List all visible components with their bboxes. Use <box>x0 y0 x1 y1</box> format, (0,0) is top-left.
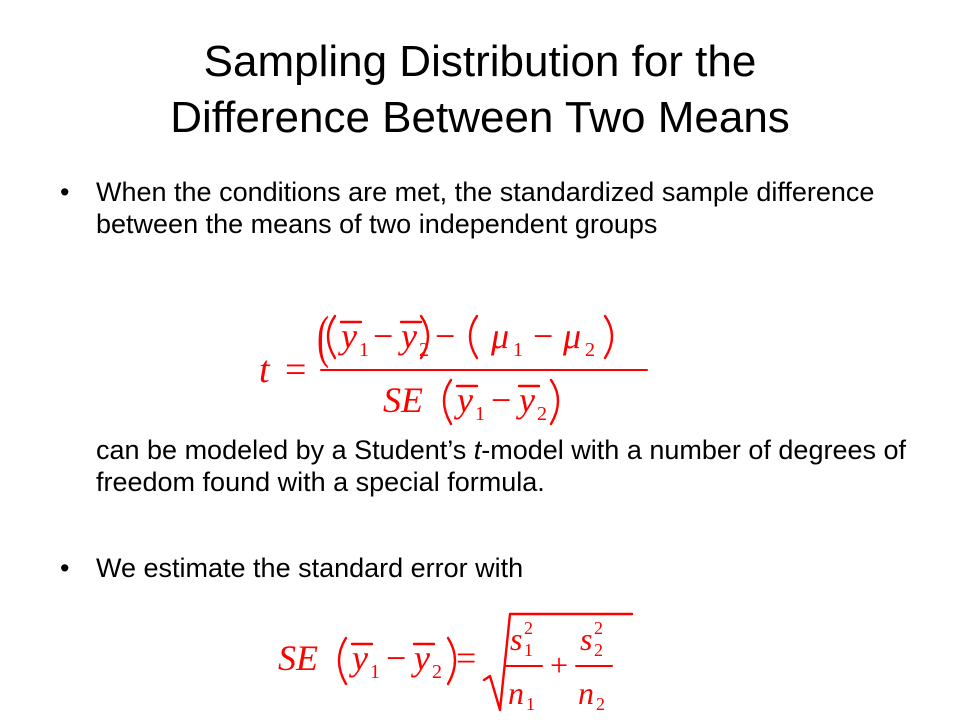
num-mu1: μ <box>491 316 510 356</box>
num-minus-2: − <box>435 316 456 356</box>
term2-n2-sub: 2 <box>596 694 605 714</box>
num-y1: y <box>341 316 357 356</box>
bullet-conditions-text: When the conditions are met, the standardized sample difference between the means of two independent groups <box>96 177 875 239</box>
term2-s2: s <box>580 621 593 657</box>
bullet-standard-error-text: We estimate the standard error with <box>96 553 524 583</box>
den-SE: SE <box>383 380 423 420</box>
plus-sign: + <box>550 647 569 683</box>
den-y1-sub: 1 <box>475 403 485 425</box>
num-paren-2-close <box>605 316 612 358</box>
den-paren-open <box>444 380 451 424</box>
continuation-italic-t: t <box>473 435 482 465</box>
num-y2: y <box>401 316 417 356</box>
num-paren-1-open <box>328 316 335 358</box>
se-equals: = <box>456 638 477 678</box>
den-y1: y <box>457 380 473 420</box>
se-minus: − <box>386 638 407 678</box>
den-y2-sub: 2 <box>537 403 547 425</box>
term2-n2: n <box>578 675 594 711</box>
title-line-1: Sampling Distribution for the <box>203 37 757 86</box>
standard-error-svg <box>278 610 638 715</box>
bullet-marker: • <box>60 177 70 207</box>
continuation-part-1: can be modeled by a Student’s <box>96 435 474 465</box>
term1-n1-sub: 1 <box>526 694 535 714</box>
term1-s1: s <box>510 621 523 657</box>
den-paren-close <box>551 380 558 424</box>
continuation-part-2: -model with a number of degrees of freedom found with a special formula. <box>96 435 907 497</box>
num-paren-open-1: ( <box>317 308 329 370</box>
se-paren-open <box>339 638 346 684</box>
num-paren-2-open <box>470 316 477 358</box>
slide-title <box>0 34 960 146</box>
se-y2-sub: 2 <box>432 661 442 683</box>
den-y2: y <box>519 380 535 420</box>
den-minus: − <box>491 380 512 420</box>
t-statistic-svg <box>255 308 675 428</box>
num-minus-1: − <box>373 316 394 356</box>
num-mu2: μ <box>563 316 582 356</box>
term2-s2-sub: 2 <box>594 640 603 660</box>
se-y1: y <box>352 638 368 678</box>
num-mu2-sub: 2 <box>585 339 595 361</box>
num-mu1-sub: 1 <box>513 339 523 361</box>
se-y2: y <box>414 638 430 678</box>
se-paren-close <box>448 638 455 684</box>
t-statistic-formula <box>255 308 675 433</box>
standard-error-formula <box>278 610 638 720</box>
num-y1-sub: 1 <box>359 339 369 361</box>
num-y2-sub: 2 <box>419 339 429 361</box>
bullet-conditions <box>60 176 900 240</box>
se-SE: SE <box>278 638 318 678</box>
bullet-marker: • <box>60 553 70 583</box>
equals-sign: = <box>285 349 307 391</box>
t-symbol: t <box>259 349 270 391</box>
term2-s2-sup: 2 <box>594 618 603 638</box>
term1-s1-sup: 2 <box>524 618 533 638</box>
bullet-standard-error <box>60 552 900 584</box>
num-minus-3: − <box>533 316 554 356</box>
continuation-text <box>96 434 916 498</box>
term1-n1: n <box>508 675 524 711</box>
title-line-2: Difference Between Two Means <box>170 93 790 142</box>
se-y1-sub: 1 <box>370 661 380 683</box>
term1-s1-sub: 1 <box>524 640 533 660</box>
